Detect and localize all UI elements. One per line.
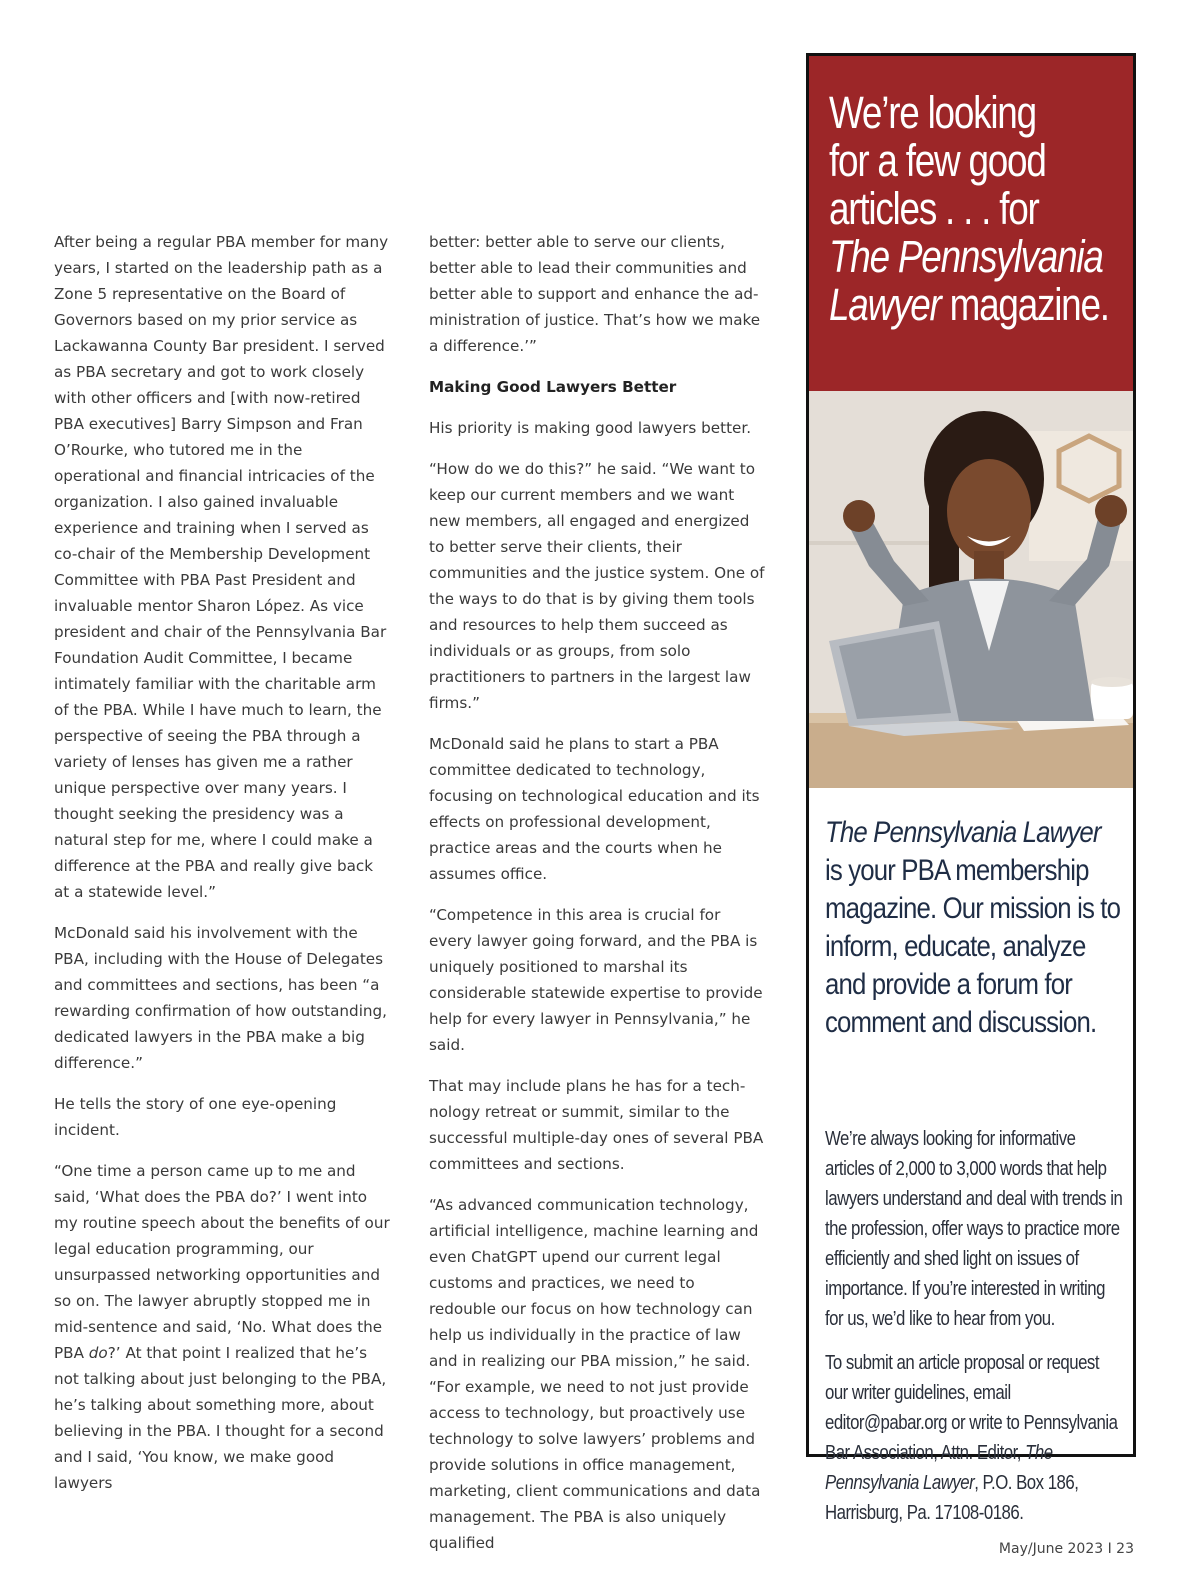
ad-body xyxy=(825,814,1125,1524)
article-column-middle xyxy=(429,229,765,1571)
italic-text: The Pennsylvania Lawyer xyxy=(825,1442,1053,1494)
ad-headline-line xyxy=(829,281,1129,329)
ad-headline xyxy=(829,89,1129,329)
ad-lead-text xyxy=(825,814,1126,1042)
ad-headline-text: magazine. xyxy=(940,279,1109,330)
paragraph: “How do we do this?” he said. “We want to keep our current members and we want new members, all engaged and energized to better serve their clients, their communities and the justice system. One of the ways to do that is by giving them tools and resources to help them succeed as individuals or as groups, from solo practitioners to partners in the largest law firms.” xyxy=(429,460,765,712)
ad-paragraph: We’re always looking for informative articles of 2,000 to 3,000 words that help lawyers understand and deal with trends in the profession, offer ways to practice more efficiently and shed light on issues of importance. If you’re interested in writing for us, we’d like to hear from you. xyxy=(825,1128,1123,1330)
text-run: ?’ At that point I realized that he’s not talking about just belonging to the PBA, he’s talking about something more, about believing in the PBA. I thought for a second and I said, ‘You know, we make good lawyers xyxy=(54,1344,387,1492)
ad-photo-woman-celebrating xyxy=(809,391,1133,788)
article-column-left xyxy=(54,229,390,1511)
paragraph: “Competence in this area is crucial for every lawyer going forward, and the PBA is uniquely positioned to marshal its considerable statewide expertise to provide help for every lawyer in Pennsylvania,” he said. xyxy=(429,906,763,1054)
page-footer: May/June 2023 I 23 xyxy=(998,1541,1134,1557)
paragraph: After being a regular PBA member for many years, I started on the leadership path as a Zone 5 representative on the Board of Governors based on my prior service as Lackawanna County Bar president. I served as PBA secretary and got to work closely with other officers and [with now-retired PBA executives] Barry Simpson and Fran O’Rourke, who tutored me in the operational and financial intricacies of the organization. I also gained invaluable experience and training when I served as co-chair of the Membership Development Committee with PBA Past President and invaluable mentor Sharon López. As vice president and chair of the Pennsylvania Bar Foundation Audit Committee, I became intimately familiar with the charitable arm of the PBA. While I have much to learn, the perspective of seeing the PBA through a variety of lenses has given me a rather unique perspective over many years. I thought seeking the presidency was a natural step for me, where I could make a difference at the PBA and really give back at a statewide level.” xyxy=(54,233,389,901)
text-run: , P.O. Box 186, Harrisburg, Pa. 17108-0186. xyxy=(825,1472,1079,1524)
paragraph: better: better able to serve our clients, better able to lead their communities and better able to support and enhance the administration of justice. That’s how we make a difference.’” xyxy=(429,233,761,355)
ad-headline-italic: Lawyer xyxy=(829,279,941,330)
text-run: “One time a person came up to me and said, ‘What does the PBA do?’ I went into my routine speech about the benefits of our legal education programming, our unsurpassed networking opportunities and so on. The lawyer abruptly stopped me in mid-sentence and said, ‘No. What does the PBA xyxy=(54,1162,390,1362)
paragraph: “As advanced communication technology, artificial intelligence, machine learning and even ChatGPT upend our current legal customs and practices, we need to redouble our focus on how technology can help us individually in the practice of law and in realizing our PBA mission,” he said. “For example, we need to not just provide access to technology, but proactively use technology to solve lawyers’ problems and provide solutions in office management, marketing, client communications and data management. The PBA is also uniquely qualified xyxy=(429,1196,761,1552)
ad-lead-rest: is your PBA membership magazine. Our mission is to inform, educate, analyze and provide a forum for comment and discussion. xyxy=(825,854,1121,1039)
paragraph: McDonald said he plans to start a PBA committee dedicated to technology, focusing on technological education and its effects on professional development, practice areas and the courts when he assumes office. xyxy=(429,735,760,883)
ad-headline-line: for a few good xyxy=(829,135,1046,186)
paragraph xyxy=(54,1158,390,1496)
ad-header-banner xyxy=(809,56,1133,391)
magazine-name: The Pennsylvania Lawyer xyxy=(825,816,1101,849)
ad-paragraph xyxy=(825,1348,1125,1528)
paragraph: That may include plans he has for a technology retreat or summit, similar to the successful multiple-day ones of several PBA committees and sections. xyxy=(429,1077,764,1173)
paragraph: He tells the story of one eye-opening incident. xyxy=(54,1095,337,1139)
ad-headline-line: The Pennsylvania xyxy=(829,231,1103,282)
text-run: To submit an article proposal or request our writer guidelines, email editor@pabar.org or write to Pennsylvania Bar Association, Attn. Editor, xyxy=(825,1352,1118,1464)
paragraph: His priority is making good lawyers better. xyxy=(429,419,752,437)
paragraph: McDonald said his involvement with the PBA, including with the House of Delegates and committees and sections, has been “a rewarding confirmation of how outstanding, dedicated lawyers in the PBA make a big difference.” xyxy=(54,924,388,1072)
ad-headline-line: articles . . . for xyxy=(829,183,1039,234)
sidebar-advertisement xyxy=(806,53,1136,1524)
italic-text: do xyxy=(88,1344,108,1362)
ad-headline-line: We’re looking xyxy=(829,87,1036,138)
photo-illustration xyxy=(809,391,1133,788)
section-subhead: Making Good Lawyers Better xyxy=(429,378,677,396)
